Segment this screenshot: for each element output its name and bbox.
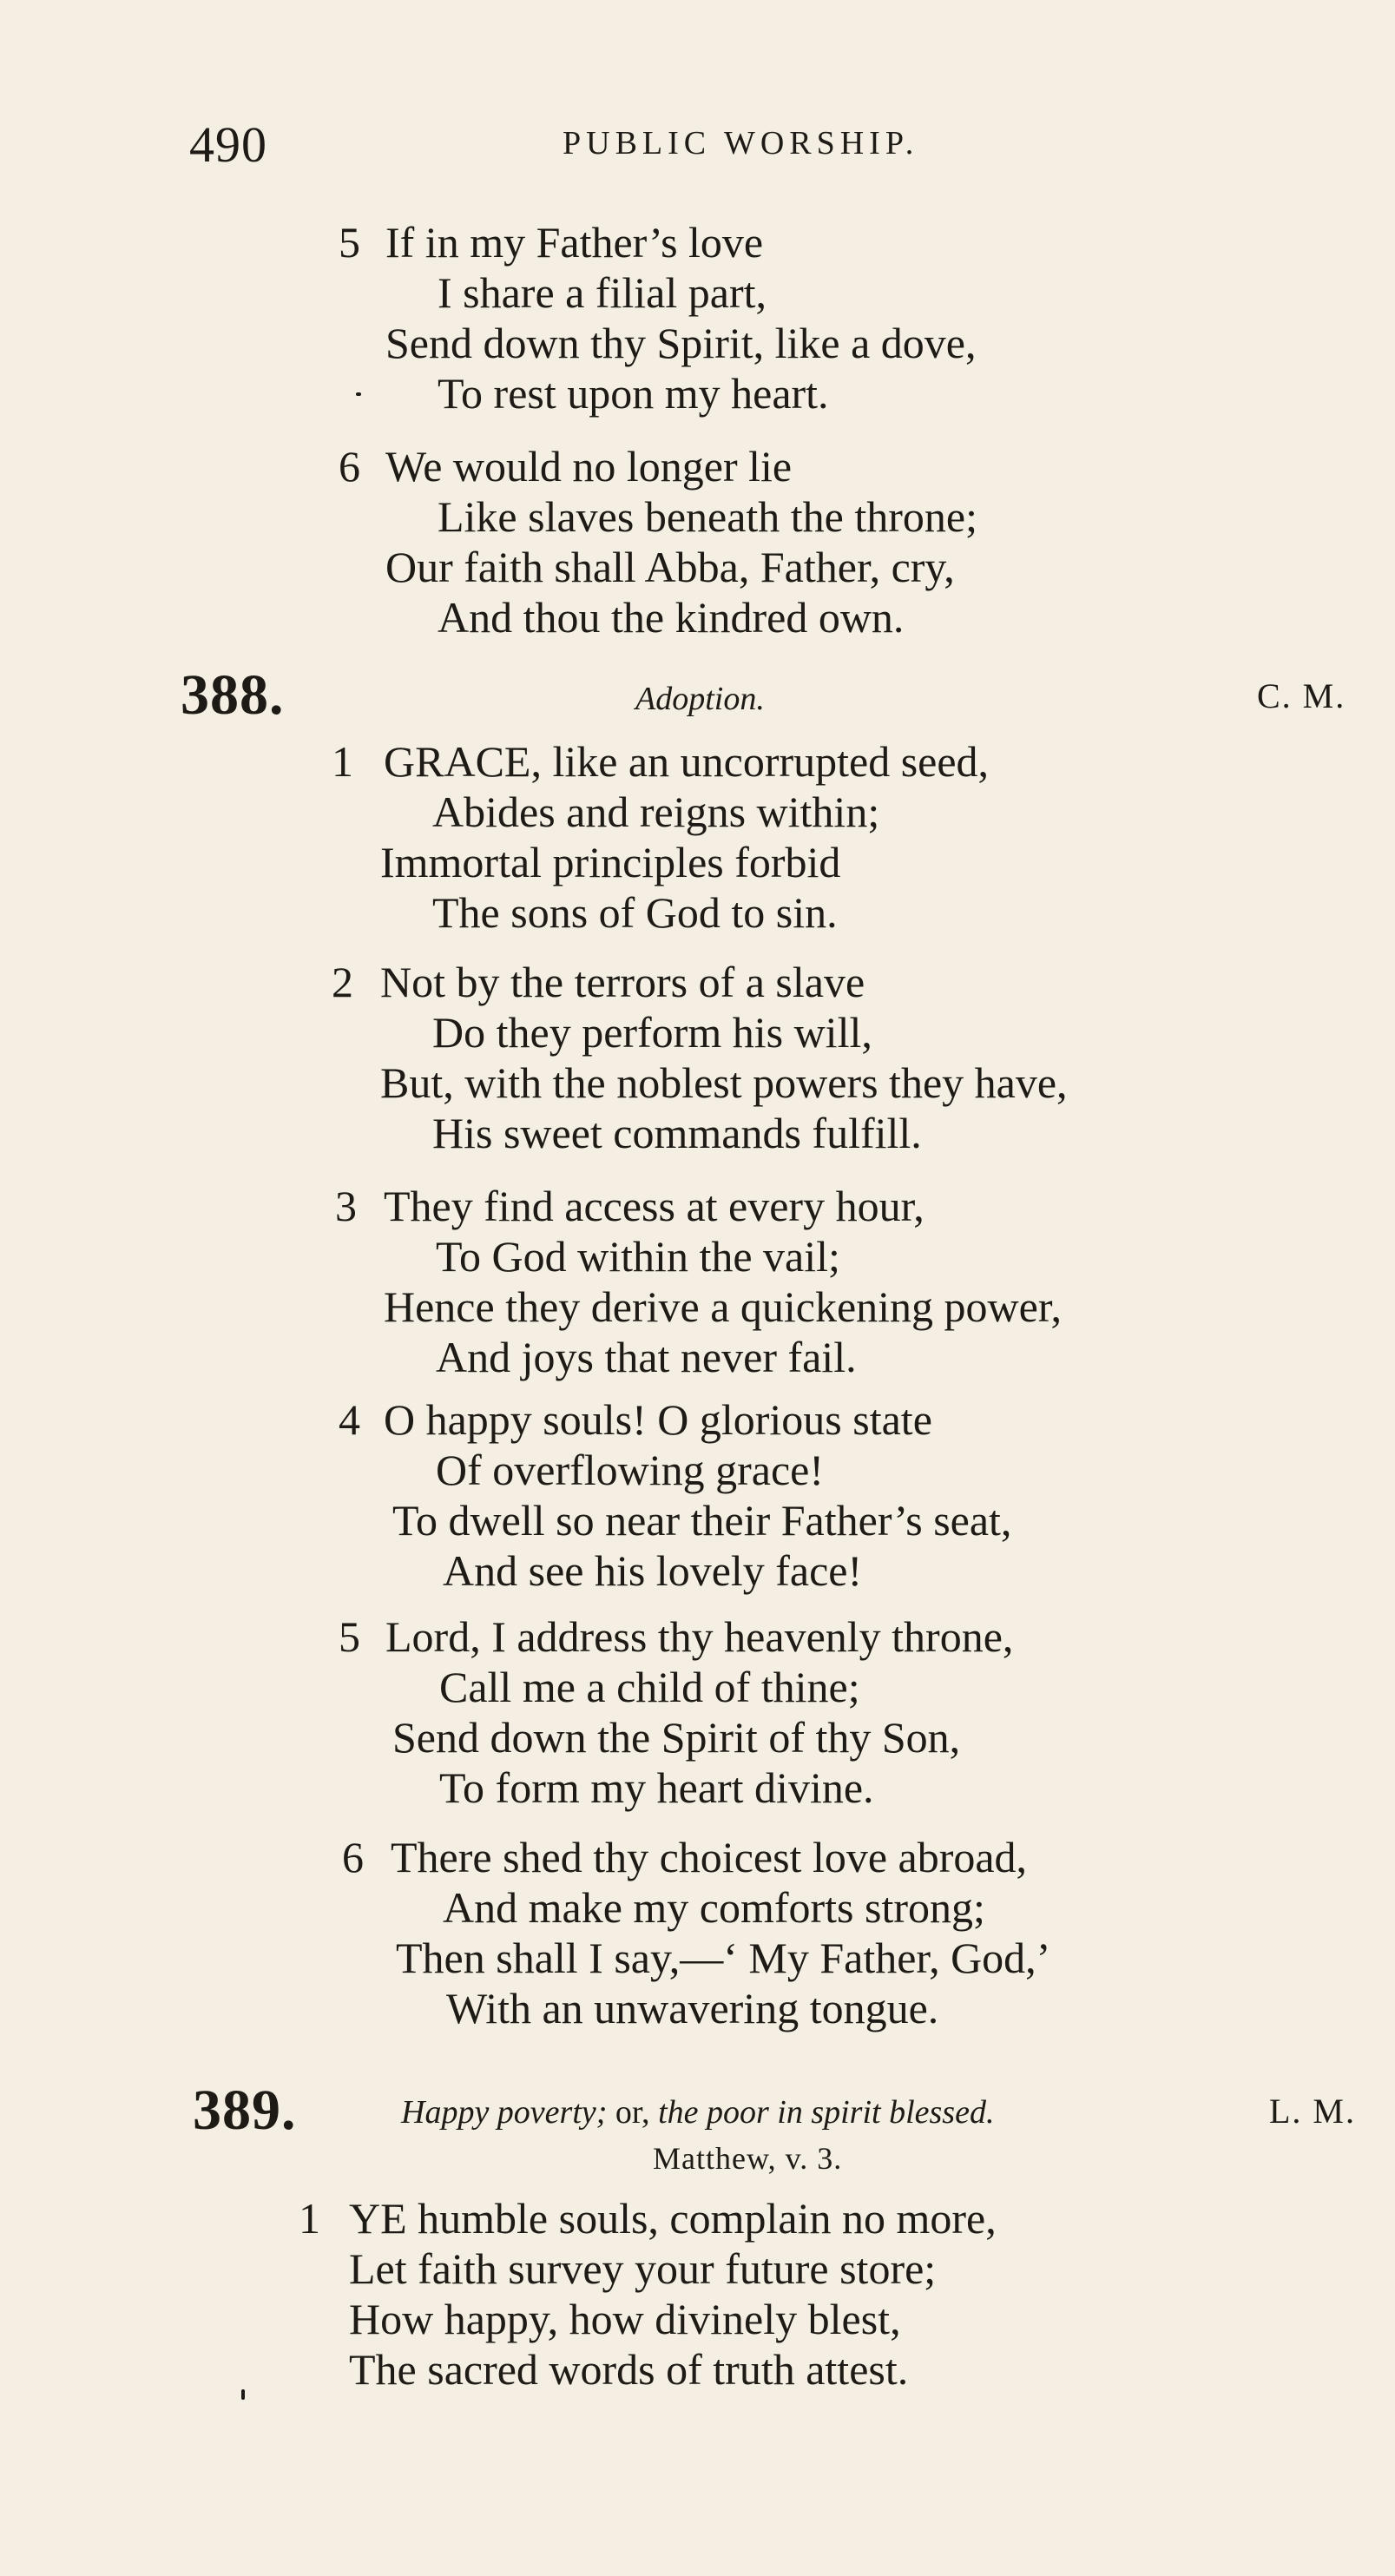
- verse-line: GRACE, like an uncorrupted seed,: [384, 737, 990, 786]
- print-speck: [356, 392, 361, 396]
- verse-number: 6: [342, 1833, 364, 1881]
- verse-line: To form my heart divine.: [439, 1763, 874, 1812]
- hymn-title: Adoption.: [635, 681, 765, 717]
- verse-number: 2: [332, 958, 353, 1006]
- verse-line: With an unwavering tongue.: [446, 1984, 939, 2032]
- verse-line: But, with the noblest powers they have,: [380, 1058, 1068, 1107]
- verse-line: Send down thy Spirit, like a dove,: [385, 319, 977, 367]
- verse-line: The sacred words of truth attest.: [349, 2345, 909, 2394]
- verse-number: 5: [339, 218, 360, 267]
- verse-line: We would no longer lie: [385, 442, 793, 491]
- page-number: 490: [189, 116, 267, 173]
- hymn-number: 389.: [193, 2079, 297, 2142]
- verse-line: Like slaves beneath the throne;: [438, 492, 977, 541]
- verse-line: Let faith survey your future store;: [349, 2244, 937, 2293]
- hymn-number: 388.: [181, 663, 285, 727]
- verse-line: And make my comforts strong;: [443, 1883, 985, 1932]
- verse-line: Call me a child of thine;: [439, 1663, 860, 1711]
- verse-line: Lord, I address thy heavenly throne,: [385, 1612, 1014, 1661]
- verse-line: To rest upon my heart.: [438, 369, 829, 418]
- running-title: PUBLIC WORSHIP.: [563, 125, 919, 161]
- hymn-meter: C. M.: [1257, 676, 1346, 715]
- hymn-title-part: Happy poverty;: [401, 2094, 608, 2131]
- verse-line: YE humble souls, complain no more,: [349, 2194, 997, 2243]
- verse-line: Then shall I say,—‘ My Father, God,’: [396, 1934, 1051, 1982]
- hymn-title-part: the poor in spirit blessed.: [658, 2094, 995, 2131]
- hymn-title-or: or,: [615, 2094, 650, 2131]
- verse-line: They find access at every hour,: [384, 1182, 925, 1230]
- scripture-reference: Matthew, v. 3.: [653, 2141, 843, 2176]
- verse-line: And see his lovely face!: [443, 1546, 863, 1595]
- verse-line: Our faith shall Abba, Father, cry,: [385, 543, 955, 591]
- verse-line: His sweet commands fulfill.: [432, 1109, 922, 1157]
- verse-line: Not by the terrors of a slave: [380, 958, 865, 1006]
- verse-line: Of overflowing grace!: [436, 1446, 825, 1494]
- verse-number: 5: [339, 1612, 360, 1661]
- verse-line: Do they perform his will,: [432, 1008, 872, 1057]
- hymn-title: [401, 2096, 994, 2129]
- verse-number: 6: [339, 442, 360, 491]
- verse-line: Send down the Spirit of thy Son,: [392, 1713, 961, 1762]
- verse-line: To God within the vail;: [436, 1232, 840, 1281]
- verse-line: And thou the kindred own.: [438, 593, 905, 642]
- verse-line: How happy, how divinely blest,: [349, 2295, 901, 2343]
- hymn-389-heading: [0, 2079, 1395, 2186]
- hymn-388-heading: [0, 663, 1395, 736]
- verse-line: And joys that never fail.: [436, 1333, 857, 1381]
- verse-line: If in my Father’s love: [385, 218, 764, 267]
- verse-line: Abides and reigns within;: [432, 787, 880, 836]
- hymn-meter: L. M.: [1269, 2092, 1356, 2131]
- verse-line: Hence they derive a quickening power,: [384, 1282, 1063, 1331]
- verse-number: 4: [339, 1395, 360, 1444]
- verse-line: Immortal principles forbid: [380, 838, 841, 886]
- verse-number: 3: [335, 1182, 357, 1230]
- verse-number: 1: [299, 2194, 320, 2243]
- verse-number: 1: [332, 737, 353, 786]
- print-speck: [241, 2389, 245, 2400]
- verse-line: There shed thy choicest love abroad,: [391, 1833, 1028, 1881]
- verse-line: The sons of God to sin.: [432, 888, 838, 937]
- verse-line: O happy souls! O glorious state: [384, 1395, 932, 1444]
- verse-line: I share a filial part,: [438, 268, 767, 317]
- verse-line: To dwell so near their Father’s seat,: [392, 1496, 1012, 1545]
